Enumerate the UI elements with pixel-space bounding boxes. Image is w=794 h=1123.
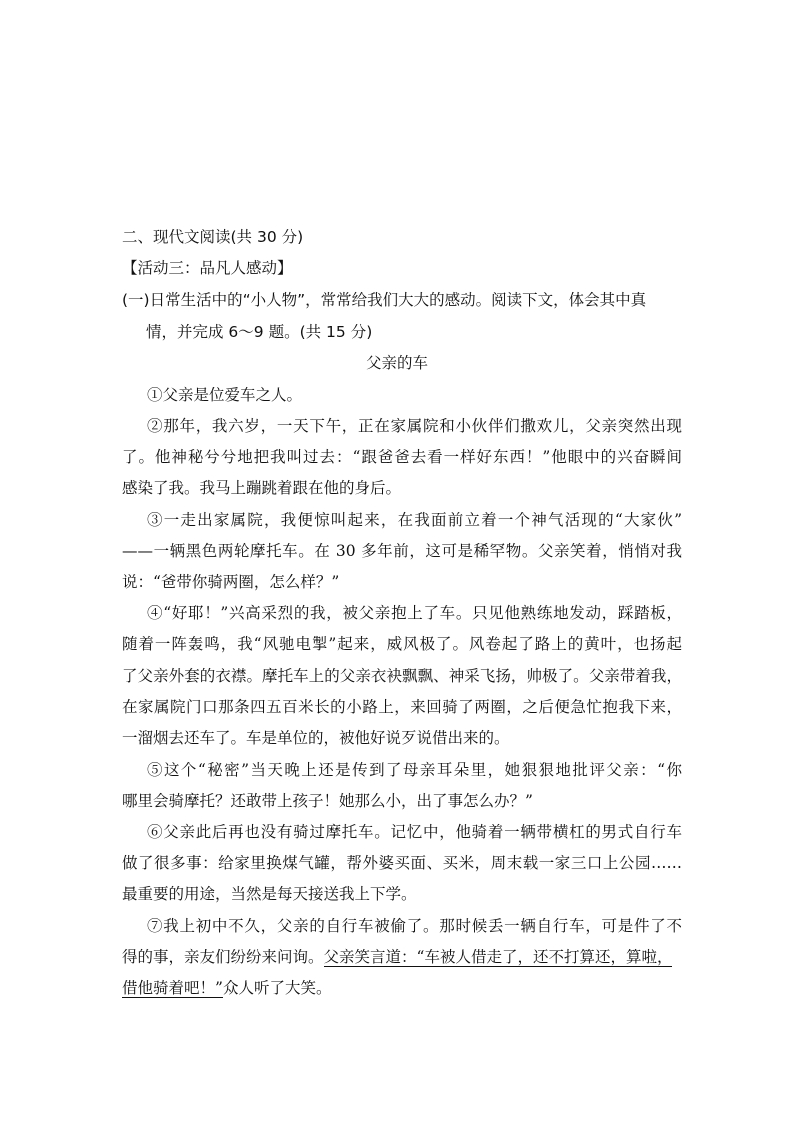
activity-heading: 【活动三：品凡人感动】 [122,259,293,277]
article-line-7: 说：“爸带你骑两圈，怎么样？” [122,573,340,591]
article-line-19 [122,947,672,967]
article-line-11: 在家属院门口那条四五百米长的小路上，来回骑了两圈，之后便急忙抱我下来， [122,698,682,716]
article-line-18: ⑦我上初中不久，父亲的自行车被偷了。那时候丢一辆自行车，可是件了不 [147,917,682,935]
article-line-13: ⑤这个“秘密”当天晚上还是传到了母亲耳朵里，她狠狠地批评父亲：“你 [147,761,682,779]
article-line-19-text: 得的事，亲友们纷纷来问询。 [122,948,324,966]
article-line-6: ——一辆黑色两轮摩托车。在 30 多年前，这可是稀罕物。父亲笑着，悄悄对我 [122,542,682,560]
article-line-1: ①父亲是位爱车之人。 [147,386,303,404]
article-line-15: ⑥父亲此后再也没有骑过摩托车。记忆中，他骑着一辆带横杠的男式自行车 [147,823,682,841]
article-line-12: 一溜烟去还车了。车是单位的，被他好说歹说借出来的。 [122,729,510,747]
question-intro-line-2: 情，并完成 6～9 题。(共 15 分) [146,323,373,341]
article-line-8: ④“好耶！”兴高采烈的我，被父亲抱上了车。只见他熟练地发动，踩踏板， [147,604,682,622]
section-heading: 二、现代文阅读(共 30 分) [122,228,304,246]
question-intro-line-1: (一)日常生活中的“小人物”，常常给我们大大的感动。阅读下文，体会其中真 [122,291,647,309]
article-line-3: 了。他神秘兮兮地把我叫过去：“跟爸爸去看一样好东西！”他眼中的兴奋瞬间 [122,448,682,466]
article-line-2: ②那年，我六岁，一天下午，正在家属院和小伙伴们撒欢儿，父亲突然出现 [147,417,682,435]
article-line-17: 最重要的用途，当然是每天接送我上下学。 [122,885,417,903]
article-line-10: 了父亲外套的衣襟。摩托车上的父亲衣袂飘飘、神采飞扬，帅极了。父亲带着我， [122,667,682,685]
underlined-quote-part-1: 父亲笑言道：“车被人借走了，还不打算还，算啦， [323,948,673,966]
article-line-20-text: 众人听了大笑。 [222,979,332,997]
article-line-14: 哪里会骑摩托？还敢带上孩子！她那么小，出了事怎么办？” [122,792,533,810]
article-title: 父亲的车 [365,354,428,372]
article-line-16: 做了很多事：给家里换煤气罐，帮外婆买面、买米，周末载一家三口上公园…… [122,854,682,872]
article-line-4: 感染了我。我马上蹦跳着跟在他的身后。 [122,479,402,497]
article-line-9: 随着一阵轰鸣，我“风驰电掣”起来，威风极了。风卷起了路上的黄叶，也扬起 [122,635,682,653]
article-line-5: ③一走出家属院，我便惊叫起来，在我面前立着一个神气活现的“大家伙” [147,511,682,529]
underlined-quote-part-2: 借他骑着吧！” [122,979,223,997]
article-line-20 [122,978,331,998]
